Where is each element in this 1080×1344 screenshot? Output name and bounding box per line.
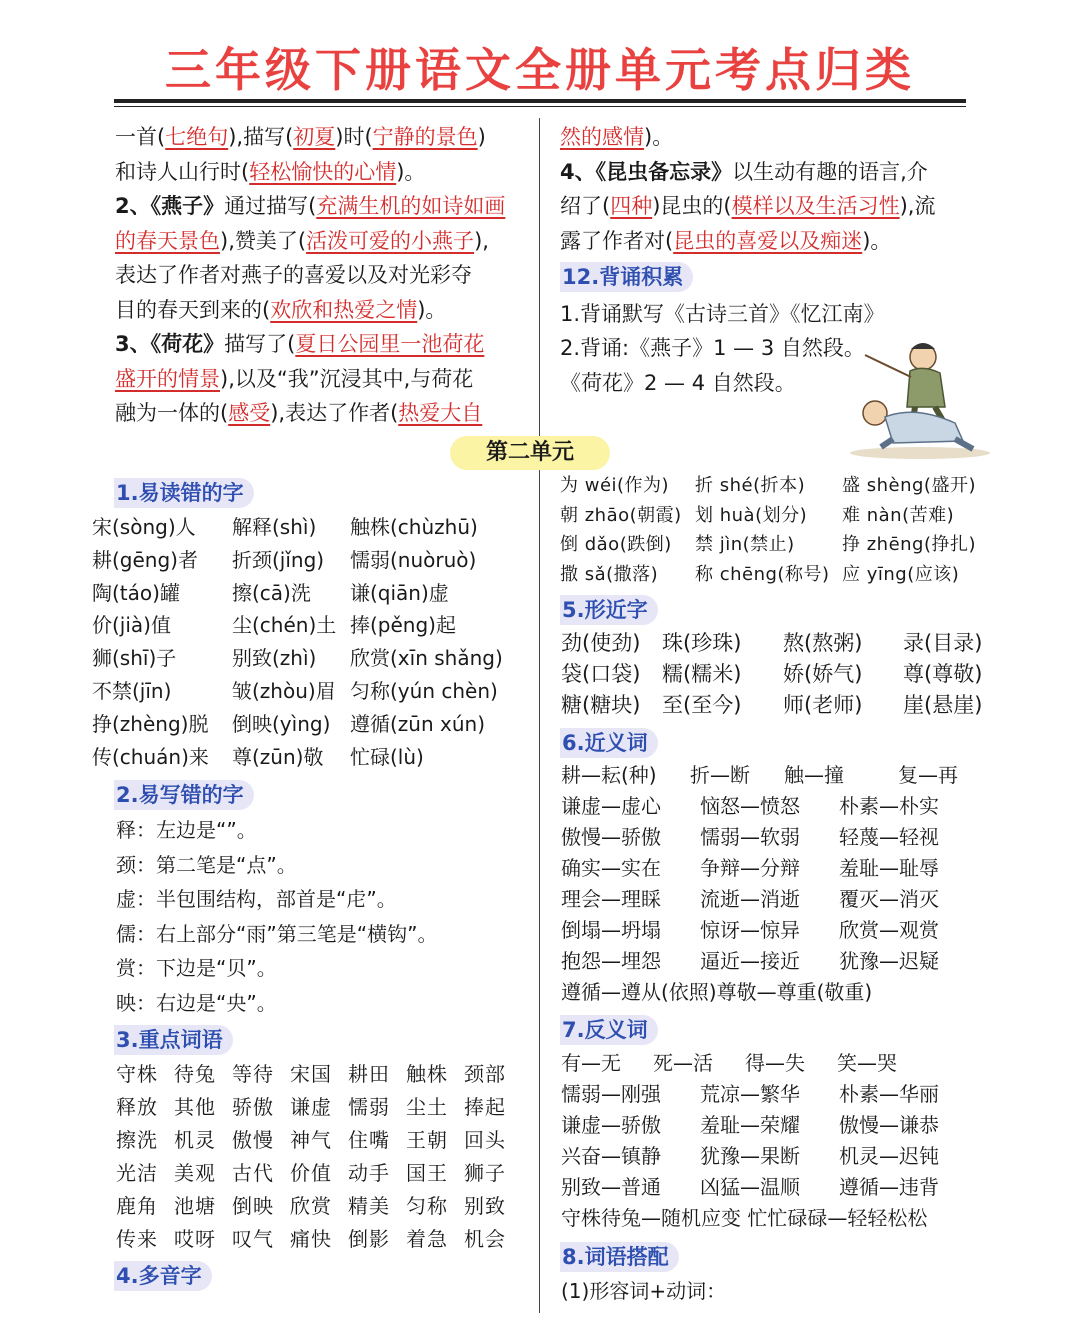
word-item: 懦弱 — [348, 1095, 390, 1119]
word-item: 机灵 — [174, 1128, 216, 1152]
similar-char-item: 袋(口袋) — [561, 662, 641, 686]
polyphone-item: 为 wéi(作为) — [560, 475, 670, 496]
word-item: 傲慢 — [232, 1128, 274, 1152]
column-divider-bottom — [539, 468, 540, 1313]
word-item: 价值 — [290, 1161, 332, 1185]
section-heading-recite: 12.背诵积累 — [560, 262, 693, 292]
synonym-item: 朴素—朴实 — [839, 794, 939, 818]
list-item: 皱(zhòu)眉 — [232, 678, 336, 703]
column-divider-top — [539, 118, 540, 440]
synonym-item: 羞耻—耻辱 — [839, 856, 939, 880]
text-line: 表达了作者对燕子的喜爱以及对光彩夺 — [115, 263, 472, 287]
synonym-item: 折—断 — [690, 763, 750, 787]
list-item: 倒映(yìng) — [232, 711, 331, 736]
list-item: 虚：半包围结构，部首是“虍”。 — [116, 887, 397, 911]
word-item: 哎呀 — [174, 1227, 216, 1251]
section-heading-key-words: 3.重点词语 — [114, 1025, 233, 1055]
section-heading-misread: 1.易读错的字 — [114, 478, 254, 508]
section-heading-antonyms: 7.反义词 — [560, 1015, 658, 1045]
word-item: 释放 — [116, 1095, 158, 1119]
word-item: 国王 — [406, 1161, 448, 1185]
list-item: 懦弱(nuòruò) — [350, 547, 477, 572]
word-item: 擦洗 — [116, 1128, 158, 1152]
word-item: 尘土 — [406, 1095, 448, 1119]
list-item: 挣(zhèng)脱 — [92, 711, 209, 736]
list-item: 匀称(yún chèn) — [350, 678, 498, 703]
synonym-item: 欣赏—观赏 — [839, 918, 939, 942]
text-line: 的春天景色),赞美了(活泼可爱的小燕子), — [115, 228, 489, 253]
antonym-item: 犹豫—果断 — [700, 1144, 800, 1168]
text-line: 融为一体的(感受),表达了作者(热爱大自 — [115, 401, 483, 425]
polyphone-item: 盛 shèng(盛开) — [842, 475, 976, 496]
similar-char-item: 尊(尊敬) — [903, 662, 983, 686]
polyphone-item: 划 huà(划分) — [695, 504, 808, 526]
section-heading-polyphone: 4.多音字 — [114, 1261, 212, 1291]
word-item: 倒映 — [232, 1194, 274, 1218]
synonym-item: 傲慢—骄傲 — [561, 825, 661, 849]
text-line: 2、《燕子》通过描写(充满生机的如诗如画 — [115, 194, 506, 218]
antonym-item: 懦弱—刚强 — [561, 1082, 661, 1106]
word-item: 匀称 — [406, 1194, 448, 1218]
section-heading-collocation: 8.词语搭配 — [560, 1242, 679, 1272]
section-heading-synonyms: 6.近义词 — [560, 728, 658, 758]
similar-char-item: 劲(使劲) — [561, 631, 641, 655]
antonym-item: 笑—哭 — [837, 1051, 897, 1075]
polyphone-item: 倒 dǎo(跌倒) — [560, 534, 672, 555]
miswrite-list — [116, 813, 437, 1020]
unit-2-label: 第二单元 — [450, 436, 610, 470]
word-item: 精美 — [348, 1194, 390, 1218]
similar-char-item: 录(目录) — [903, 631, 983, 655]
synonym-item: 谦虚—虚心 — [561, 794, 661, 818]
synonyms-row — [561, 760, 988, 791]
antonym-item: 死—活 — [653, 1051, 713, 1075]
text-line: 1.背诵默写《古诗三首》《忆江南》 — [560, 301, 885, 326]
word-item: 狮子 — [464, 1161, 506, 1185]
list-item: 耕(gēng)者 — [92, 547, 198, 572]
list-item: 擦(cā)洗 — [232, 580, 311, 605]
antonym-item: 得—失 — [745, 1051, 805, 1075]
section-heading-miswrite: 2.易写错的字 — [114, 780, 254, 810]
word-item: 颈部 — [464, 1062, 506, 1086]
word-item: 美观 — [174, 1161, 216, 1185]
polyphone-item: 难 nàn(苦难) — [842, 504, 955, 526]
word-item: 池塘 — [174, 1194, 216, 1218]
word-item: 住嘴 — [348, 1128, 390, 1152]
synonyms-last-line: 遵循—遵从(依照)尊敬—尊重(敬重) — [561, 980, 873, 1004]
word-item: 守株 — [116, 1062, 158, 1086]
polyphone-grid — [560, 471, 982, 589]
title-rule-thick — [114, 99, 966, 103]
kids-playing-illustration — [845, 335, 995, 460]
list-item: 传(chuán)来 — [92, 744, 209, 769]
text-line: 盛开的情景),以及“我”沉浸其中,与荷花 — [115, 366, 474, 391]
text-line: 《荷花》2 — 4 自然段。 — [560, 370, 796, 395]
list-item: 价(jià)值 — [92, 613, 171, 638]
word-item: 传来 — [116, 1227, 158, 1251]
list-item: 遵循(zūn xún) — [350, 711, 485, 736]
synonym-item: 倒塌—坍塌 — [561, 918, 661, 942]
list-item: 宋(sòng)人 — [92, 515, 196, 539]
word-item: 其他 — [174, 1095, 216, 1119]
antonym-item: 机灵—迟钝 — [839, 1144, 939, 1168]
antonym-item: 朴素—华丽 — [839, 1082, 939, 1106]
similar-char-item: 珠(珍珠) — [662, 631, 742, 655]
similar-char-item: 熬(熬粥) — [783, 631, 863, 655]
synonym-item: 确实—实在 — [561, 856, 661, 880]
polyphone-item: 挣 zhēng(挣扎) — [842, 534, 977, 555]
list-item: 释：左边是“”。 — [116, 818, 257, 842]
polyphone-item: 撒 sǎ(撒落) — [560, 563, 659, 585]
word-item: 神气 — [290, 1128, 332, 1152]
antonym-item: 别致—普通 — [561, 1175, 661, 1199]
top-left-column — [115, 120, 505, 431]
synonym-item: 争辩—分辩 — [700, 856, 800, 880]
text-line: 4、《昆虫备忘录》以生动有趣的语言,介 — [560, 159, 928, 184]
antonym-item: 傲慢—谦恭 — [839, 1113, 939, 1137]
synonym-item: 惊讶—惊异 — [700, 918, 800, 942]
similar-char-item: 崖(悬崖) — [903, 693, 983, 717]
text-line: 露了作者对(昆虫的喜爱以及痴迷)。 — [560, 228, 892, 253]
synonym-item: 轻蔑—轻视 — [839, 825, 939, 849]
text-line: 和诗人山行时(轻松愉快的心情)。 — [115, 159, 426, 184]
synonym-item: 复—再 — [898, 763, 958, 787]
word-item: 鹿角 — [116, 1194, 158, 1218]
text-line: 绍了(四种)昆虫的(模样以及生活习性),流 — [560, 194, 936, 218]
list-item: 触株(chùzhū) — [350, 515, 478, 539]
synonym-item: 触—撞 — [784, 763, 844, 787]
word-item: 动手 — [348, 1161, 390, 1185]
synonym-item: 理会—理睬 — [561, 887, 661, 911]
antonyms-row — [561, 1048, 927, 1079]
list-item: 尊(zūn)敬 — [232, 744, 324, 769]
word-item: 痛快 — [290, 1227, 332, 1251]
antonyms-grid — [561, 1079, 979, 1203]
list-item: 不禁(jīn) — [92, 678, 172, 703]
text-line: 一首(七绝句),描写(初夏)时(宁静的景色) — [115, 125, 486, 149]
antonyms-last-line: 守株待兔—随机应变 忙忙碌碌—轻轻松松 — [561, 1206, 928, 1230]
list-item: 折颈(jǐng) — [232, 547, 325, 572]
similar-char-item: 糯(糯米) — [662, 662, 742, 686]
similar-char-item: 糖(糖块) — [561, 693, 641, 717]
antonym-item: 羞耻—荣耀 — [700, 1113, 800, 1137]
list-item: 别致(zhì) — [232, 646, 317, 671]
collocation-line: (1)形容词+动词： — [561, 1279, 727, 1303]
similar-chars-grid — [561, 628, 1007, 721]
word-item: 触株 — [406, 1062, 448, 1086]
antonym-item: 荒凉—繁华 — [700, 1082, 800, 1106]
synonym-item: 覆灭—消灭 — [839, 887, 939, 911]
list-item: 颈：第二笔是“点”。 — [116, 852, 297, 877]
synonym-item: 逼近—接近 — [700, 949, 800, 973]
word-item: 等待 — [232, 1062, 274, 1086]
synonym-item: 抱怨—埋怨 — [561, 949, 661, 973]
polyphone-item: 应 yīng(应该) — [842, 563, 960, 585]
antonym-item: 有—无 — [561, 1051, 621, 1075]
list-item: 欣赏(xīn shǎng) — [350, 646, 503, 671]
antonym-item: 凶猛—温顺 — [700, 1175, 800, 1199]
page-title: 三年级下册语文全册单元考点归类 — [165, 43, 915, 97]
similar-char-item: 师(老师) — [783, 693, 863, 717]
word-item: 着急 — [406, 1227, 448, 1251]
word-item: 欣赏 — [290, 1194, 332, 1218]
list-item: 陶(táo)罐 — [92, 580, 180, 605]
synonym-item: 懦弱—软弱 — [700, 825, 800, 849]
list-item: 狮(shī)子 — [92, 646, 177, 671]
antonym-item: 遵循—违背 — [839, 1175, 939, 1199]
polyphone-item: 禁 jìn(禁止) — [695, 534, 795, 555]
list-item: 解释(shì) — [232, 515, 317, 539]
list-item: 赏：下边是“贝”。 — [116, 956, 277, 980]
section-heading-similar-chars: 5.形近字 — [560, 595, 658, 625]
antonym-item: 谦虚—骄傲 — [561, 1113, 661, 1137]
word-item: 叹气 — [232, 1227, 274, 1251]
word-item: 宋国 — [290, 1062, 332, 1086]
misread-chars-grid — [92, 511, 503, 773]
text-line: 然的感情)。 — [560, 125, 674, 149]
list-item: 映：右边是“央”。 — [116, 990, 277, 1015]
polyphone-item: 称 chēng(称号) — [695, 563, 830, 585]
list-item: 尘(chén)土 — [232, 613, 337, 638]
word-item: 别致 — [464, 1194, 506, 1218]
word-item: 捧起 — [464, 1095, 506, 1119]
text-line: 2.背诵:《燕子》1 — 3 自然段。 — [560, 336, 865, 360]
word-item: 王朝 — [406, 1128, 448, 1152]
synonym-item: 犹豫—迟疑 — [839, 949, 939, 973]
similar-char-item: 至(至今) — [662, 693, 742, 717]
synonym-item: 恼怒—愤怒 — [700, 794, 800, 818]
synonym-item: 耕—耘(种) — [561, 763, 657, 787]
similar-char-item: 娇(娇气) — [783, 662, 863, 686]
word-item: 机会 — [464, 1227, 506, 1251]
title-rule-thin — [114, 106, 966, 107]
synonym-item: 流逝—消逝 — [700, 887, 800, 911]
key-words-grid — [116, 1058, 522, 1256]
list-item: 捧(pěng)起 — [350, 613, 456, 638]
list-item: 谦(qiān)虚 — [350, 580, 449, 605]
word-item: 骄傲 — [232, 1095, 274, 1119]
polyphone-item: 折 shé(折本) — [695, 475, 806, 496]
synonyms-grid — [561, 791, 979, 977]
word-item: 回头 — [464, 1128, 506, 1152]
list-item: 儒：右上部分“雨”第三笔是“横钩”。 — [116, 921, 438, 946]
word-item: 光洁 — [116, 1161, 158, 1185]
word-item: 谦虚 — [290, 1095, 332, 1119]
word-item: 耕田 — [348, 1062, 390, 1086]
list-item: 忙碌(lù) — [350, 744, 424, 769]
word-item: 倒影 — [348, 1227, 390, 1251]
polyphone-item: 朝 zhāo(朝霞) — [560, 504, 682, 526]
word-item: 待兔 — [174, 1062, 216, 1086]
word-item: 古代 — [232, 1161, 274, 1185]
text-line: 3、《荷花》描写了(夏日公园里一池荷花 — [115, 332, 485, 356]
antonym-item: 兴奋—镇静 — [561, 1144, 661, 1168]
text-line: 目的春天到来的(欢欣和热爱之情)。 — [115, 297, 447, 322]
